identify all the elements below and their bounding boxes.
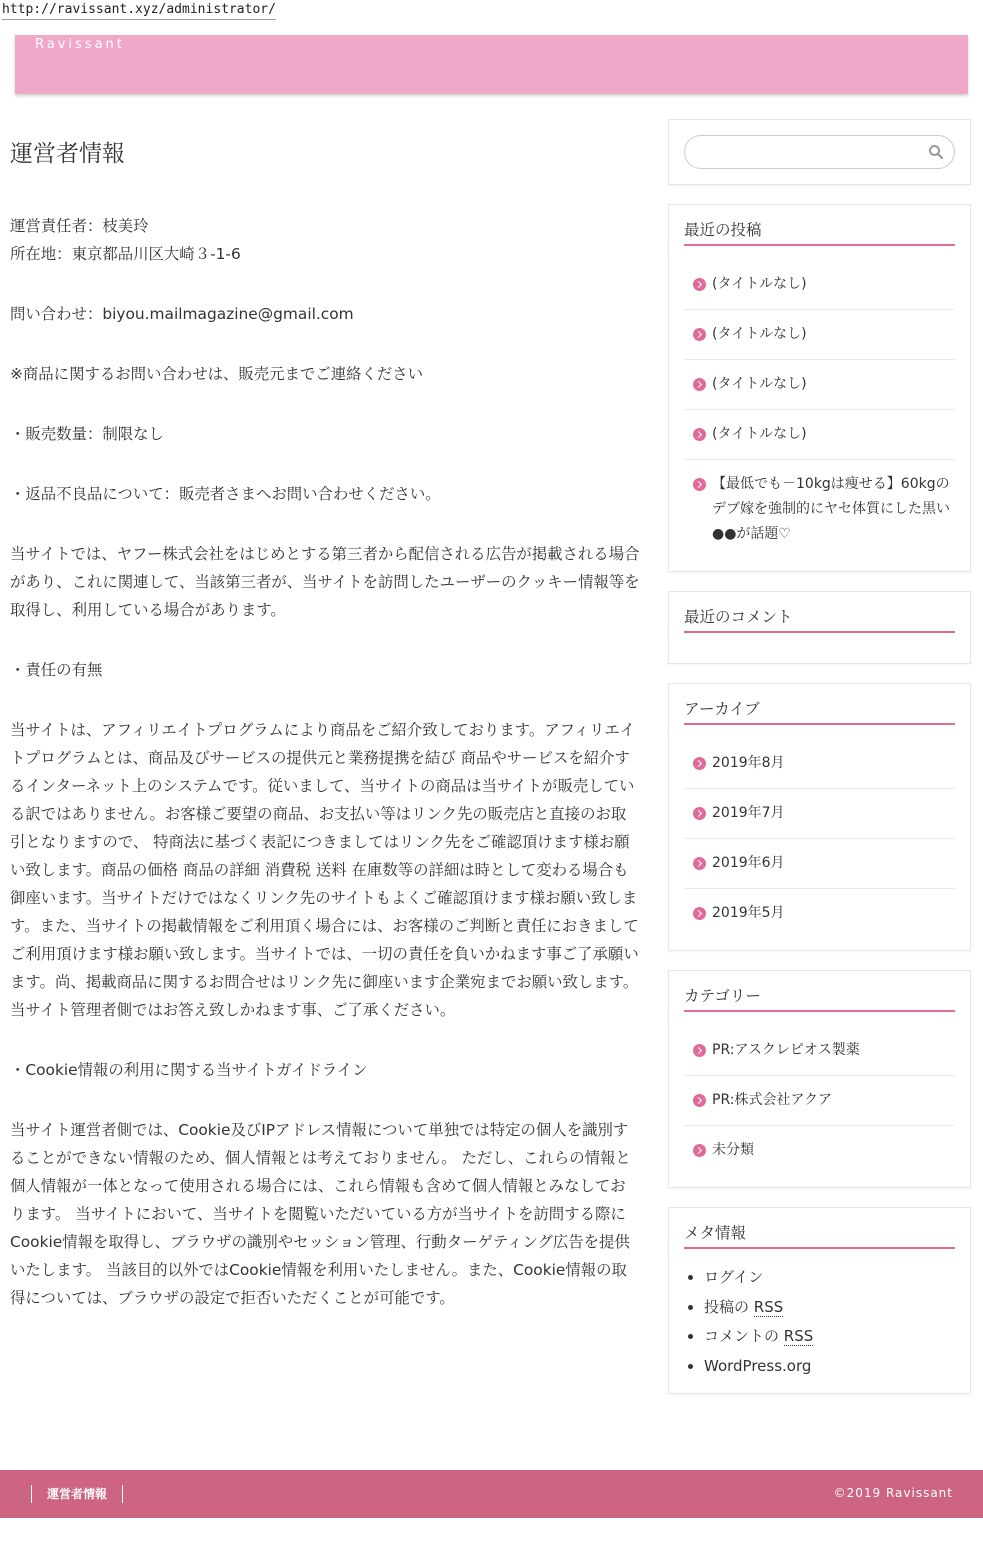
address-bar[interactable]: http://ravissant.xyz/administrator/	[2, 2, 276, 17]
list-item[interactable]	[684, 889, 955, 938]
text-line: 運営責任者：枝美玲	[10, 217, 149, 235]
list-item[interactable]	[704, 1293, 955, 1323]
list-item[interactable]	[684, 839, 955, 889]
list-item[interactable]	[684, 1126, 955, 1175]
posts-rss-label[interactable]: 投稿の	[704, 1297, 750, 1316]
recent-posts-list	[684, 260, 955, 559]
archive-link[interactable]: 2019年7月	[712, 805, 785, 821]
text-line: 当サイトでは、ヤフー株式会社をはじめとする第三者から配信される広告が掲載される場合があり、これに関連して、当該第三者が、当サイトを訪問したユーザーのクッキー情報等を取得し、利用している場合があります。	[10, 545, 640, 619]
post-link[interactable]: (タイトルなし)	[712, 276, 807, 292]
widget-title: メタ情報	[684, 1223, 955, 1249]
category-link[interactable]: PR:アスクレピオス製薬	[712, 1042, 860, 1058]
paragraph	[10, 716, 640, 1024]
chevron-right-icon	[693, 1144, 706, 1157]
site-footer	[0, 1470, 983, 1518]
paragraph	[10, 420, 640, 448]
archive-link[interactable]: 2019年5月	[712, 905, 785, 921]
post-link[interactable]: (タイトルなし)	[712, 376, 807, 392]
chevron-right-icon	[693, 757, 706, 770]
text-line: ※商品に関するお問い合わせは、販売元までご連絡ください	[10, 365, 424, 383]
chevron-right-icon	[693, 428, 706, 441]
paragraph	[10, 1116, 640, 1312]
wordpress-link[interactable]: WordPress.org	[704, 1356, 812, 1375]
sidebar	[668, 119, 971, 1413]
text-line: ・返品不良品について：販売者さまへお問い合わせください。	[10, 485, 441, 503]
list-item[interactable]	[684, 1026, 955, 1076]
text-line: 問い合わせ：biyou.mailmagazine@gmail.com	[10, 305, 354, 323]
category-link[interactable]: PR:株式会社アクア	[712, 1092, 833, 1108]
widget-title: 最近のコメント	[684, 607, 955, 633]
list-item[interactable]	[684, 789, 955, 839]
search-widget	[668, 119, 971, 185]
text-line: 当サイトは、アフィリエイトプログラムにより商品をご紹介致しております。アフィリエイトプログラムとは、商品及びサービスの提供元と業務提携を結び 商品やサービスを紹介するインターネット上のシステムです。従いまして、当サイトの商品は当サイトが販売している訳ではありません。お客様ご要望の商品、お支払い等はリンク先の販売店と直接のお取引となりますので、 特商法に基づく表記につきましてはリンク先をご確認頂けます様お願い致します。商品の価格 商品の詳細 消費税 送料 在庫数等の詳細は時として変わる場合も御座います。当サイトだけではなくリンク先のサイトもよくご確認頂けます様お願い致します。また、当サイトの掲載情報をご利用頂く場合には、お客様のご判断と責任におきましてご利用頂けます様お願い致します。当サイトでは、一切の責任を負いかねます事ご了承願います。尚、掲載商品に関するお問合せはリンク先に御座います企業宛までお願い致します。当サイト管理者側ではお答え致しかねます事、ご了承ください。	[10, 721, 639, 1019]
list-item[interactable]	[704, 1352, 955, 1382]
list-item[interactable]	[684, 460, 955, 559]
widget-title: カテゴリー	[684, 986, 955, 1012]
chevron-right-icon	[693, 807, 706, 820]
archive-link[interactable]: 2019年8月	[712, 755, 785, 771]
login-link[interactable]: ログイン	[704, 1268, 764, 1286]
chevron-right-icon	[693, 907, 706, 920]
comments-rss-label[interactable]: コメントの	[704, 1327, 780, 1345]
archive-link[interactable]: 2019年6月	[712, 855, 785, 871]
chevron-right-icon	[693, 1094, 706, 1107]
chevron-right-icon	[693, 278, 706, 291]
recent-posts-widget	[668, 204, 971, 572]
text-line: ・販売数量：制限なし	[10, 425, 164, 443]
categories-list	[684, 1026, 955, 1175]
site-title-link[interactable]: Ravissant	[35, 37, 125, 52]
list-item[interactable]	[684, 260, 955, 310]
rss-abbr[interactable]: RSS	[783, 1327, 814, 1345]
paragraph	[10, 212, 640, 268]
widget-title: アーカイブ	[684, 699, 955, 725]
text-line: 所在地：東京都品川区大崎３-1-6	[10, 245, 241, 263]
post-link[interactable]: (タイトルなし)	[712, 326, 807, 342]
footer-nav-operator-info[interactable]: 運営者情報	[31, 1485, 123, 1503]
search-input[interactable]	[684, 135, 955, 169]
list-item[interactable]	[684, 739, 955, 789]
post-link[interactable]: (タイトルなし)	[712, 426, 807, 442]
meta-list	[684, 1263, 955, 1381]
post-link[interactable]: 【最低でも－10kgは痩せる】60kgのデブ嫁を強制的にヤセ体質にした黒い●●が話題♡	[712, 476, 950, 542]
paragraph	[10, 360, 640, 388]
widget-title: 最近の投稿	[684, 220, 955, 246]
site-header	[15, 35, 968, 94]
list-item[interactable]	[704, 1263, 955, 1293]
page-title: 運営者情報	[10, 141, 125, 167]
list-item[interactable]	[684, 310, 955, 360]
main-content	[10, 120, 640, 1344]
chevron-right-icon	[693, 1044, 706, 1057]
paragraph	[10, 1056, 640, 1084]
list-item[interactable]	[704, 1322, 955, 1352]
text-line: ・Cookie情報の利用に関する当サイトガイドライン	[10, 1061, 368, 1079]
paragraph	[10, 480, 640, 508]
list-item[interactable]	[684, 1076, 955, 1126]
text-line: ・責任の有無	[10, 661, 103, 679]
paragraph	[10, 300, 640, 328]
recent-comments-widget	[668, 591, 971, 664]
rss-abbr[interactable]: RSS	[753, 1297, 784, 1316]
list-item[interactable]	[684, 410, 955, 460]
chevron-right-icon	[693, 328, 706, 341]
paragraph	[10, 656, 640, 684]
archives-list	[684, 739, 955, 938]
article-body	[10, 212, 640, 1312]
archives-widget	[668, 683, 971, 951]
meta-widget	[668, 1207, 971, 1394]
text-line: 当サイト運営者側では、Cookie及びIPアドレス情報について単独では特定の個人を識別することができない情報のため、個人情報とは考えておりません。 ただし、これらの情報と個人情報が一体となって使用される場合には、これら情報も含めて個人情報とみなしております。 当サイトにおいて、当サイトを閲覧いただいている方が当サイトを訪問する際にCookie情報を取得し、ブラウザの識別やセッション管理、行動ターゲティング広告を提供いたします。 当該目的以外ではCookie情報を利用いたしません。また、Cookie情報の取得については、ブラウザの設定で拒否いただくことが可能です。	[10, 1121, 631, 1307]
paragraph	[10, 540, 640, 624]
category-link[interactable]: 未分類	[712, 1142, 754, 1158]
chevron-right-icon	[693, 478, 706, 491]
chevron-right-icon	[693, 378, 706, 391]
copyright: ©2019 Ravissant	[833, 1486, 953, 1500]
categories-widget	[668, 970, 971, 1188]
list-item[interactable]	[684, 360, 955, 410]
chevron-right-icon	[693, 857, 706, 870]
search-icon[interactable]	[928, 144, 944, 160]
